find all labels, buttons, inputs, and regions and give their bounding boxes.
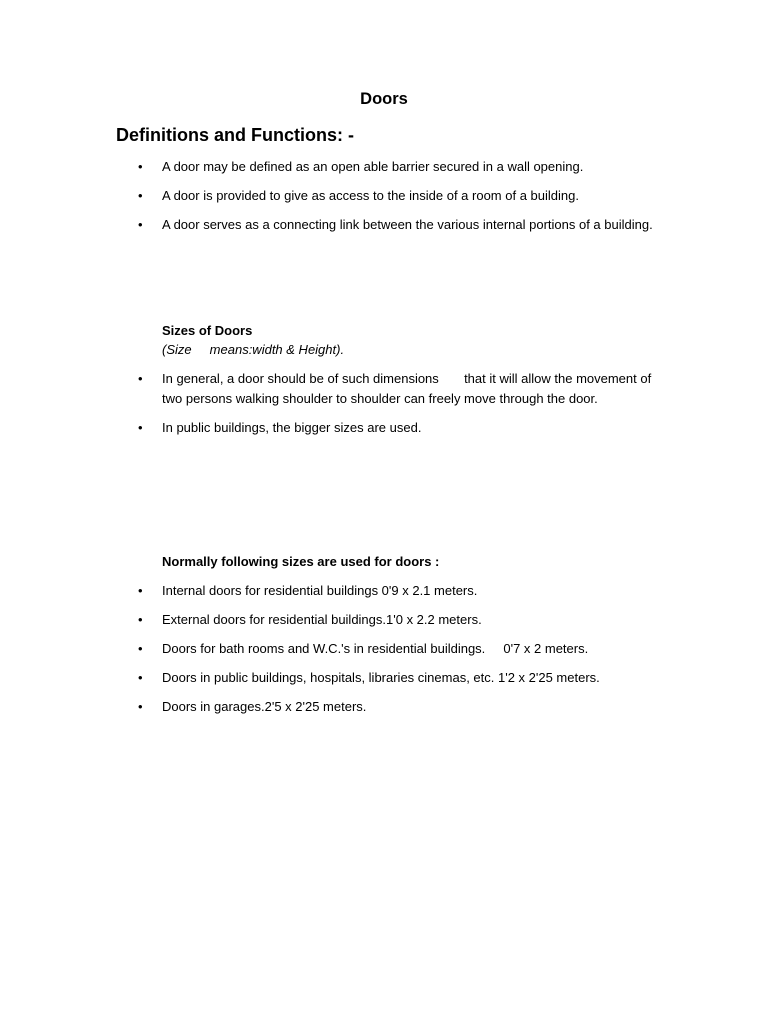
list-item: [138, 418, 658, 438]
bullet-icon: •: [138, 699, 143, 714]
section-heading-definitions: Definitions and Functions: -: [116, 125, 354, 145]
sizes-note: (Size means:width & Height).: [162, 342, 345, 357]
list-item-text: External doors for residential buildings.1'0 x 2.2 meters.: [162, 612, 482, 627]
bullet-icon: •: [138, 159, 143, 174]
list-item-text: A door is provided to give as access to the inside of a room of a building.: [162, 188, 579, 203]
list-item: [138, 610, 658, 630]
sizes-list: [138, 369, 658, 447]
normal-sizes-heading: Normally following sizes are used for doors :: [162, 554, 440, 569]
bullet-icon: •: [138, 217, 143, 232]
definitions-list: [138, 157, 658, 244]
list-item: [138, 369, 658, 408]
bullet-icon: •: [138, 670, 143, 685]
list-item-text: Doors in public buildings, hospitals, libraries cinemas, etc. 1'2 x 2'25 meters.: [162, 670, 600, 685]
list-item-text: A door may be defined as an open able barrier secured in a wall opening.: [162, 159, 584, 174]
sizes-heading: Sizes of Doors: [162, 323, 253, 338]
list-item-text: Doors in garages.2'5 x 2'25 meters.: [162, 699, 367, 714]
bullet-icon: •: [138, 641, 143, 656]
bullet-icon: •: [138, 583, 143, 598]
list-item-text: Doors for bath rooms and W.C.'s in residential buildings. 0'7 x 2 meters.: [162, 641, 589, 656]
list-item-text: In public buildings, the bigger sizes are used.: [162, 419, 422, 435]
list-item-text: Internal doors for residential buildings 0'9 x 2.1 meters.: [162, 583, 478, 598]
list-item: [138, 215, 658, 235]
list-item: [138, 157, 658, 177]
list-item-text: A door serves as a connecting link between the various internal portions of a building.: [162, 217, 653, 232]
list-item: [138, 581, 658, 601]
list-item: [138, 668, 658, 688]
list-item-text: In general, a door should be of such dimensions that it will allow the movement of two persons walking shoulder to shoulder can freely move through the door.: [162, 371, 655, 406]
list-item: [138, 186, 658, 206]
normal-sizes-list: [138, 581, 658, 726]
list-item: [138, 697, 658, 717]
bullet-icon: •: [138, 419, 143, 435]
bullet-icon: •: [138, 188, 143, 203]
document-title: Doors: [360, 90, 408, 108]
bullet-icon: •: [138, 371, 143, 386]
bullet-icon: •: [138, 612, 143, 627]
list-item: [138, 639, 658, 659]
